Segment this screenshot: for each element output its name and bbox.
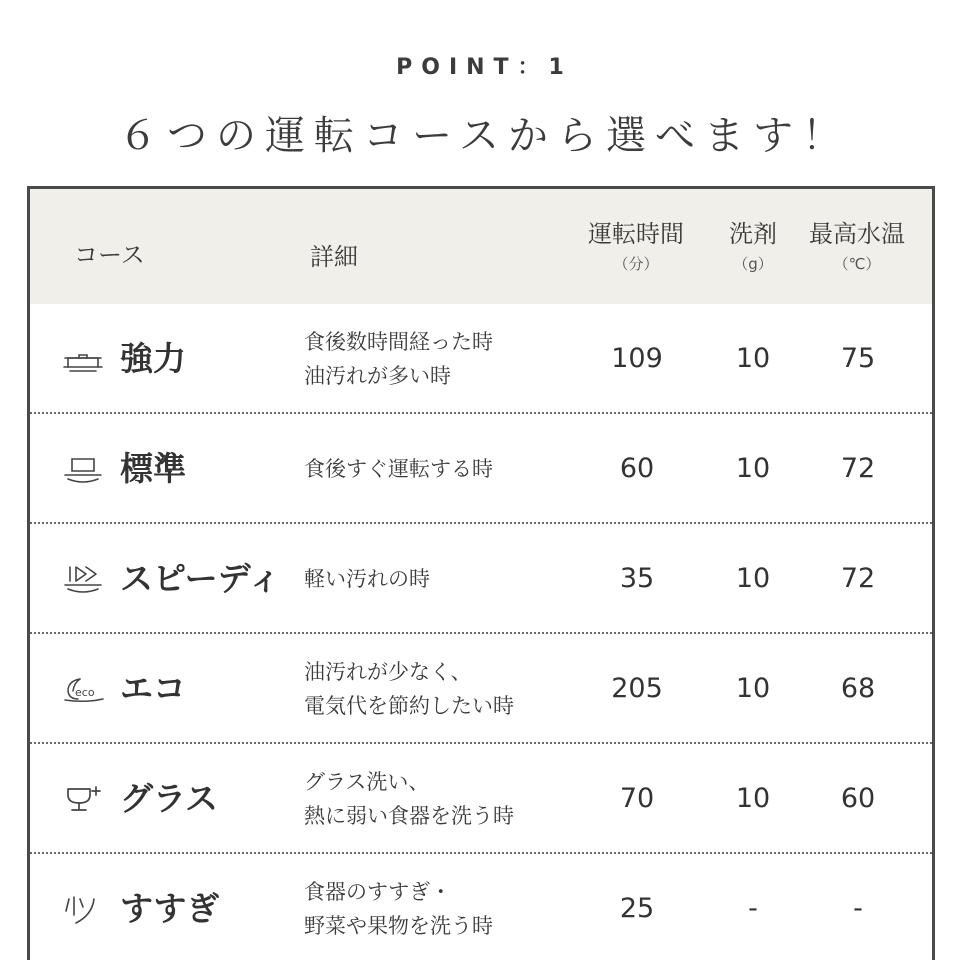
course-name: 標準 [120,449,186,488]
detergent-value: 10 [735,343,771,374]
glass-icon [60,781,106,817]
course-detail [304,304,594,414]
table-header [30,189,932,304]
course-detail [304,634,594,744]
table-row [30,744,932,854]
detail-line: 食後数時間経った時 [304,330,493,354]
detail-line: 油汚れが少なく、 [304,660,472,684]
temp-value: 68 [840,673,876,704]
course-name: スピーディ [120,559,282,598]
table-row [30,304,932,414]
course-detail [304,524,594,634]
table-row [30,414,932,524]
pot-icon [60,341,106,377]
column-header-time-label: 運転時間 [588,220,684,248]
temp-value: 72 [840,453,876,484]
column-header-temp-unit: （℃） [833,255,881,273]
detail-line: グラス洗い、 [304,770,430,794]
eco-icon [60,671,106,707]
detail-line: 電気代を節約したい時 [304,694,514,718]
course-name: エコ [120,669,186,708]
time-value: 60 [619,453,655,484]
course-name: グラス [120,779,219,818]
detail-line: 油汚れが多い時 [304,364,451,388]
table-row [30,524,932,634]
time-value: 109 [611,343,663,374]
temp-value: 72 [840,563,876,594]
detergent-value: 10 [735,783,771,814]
temp-value: 60 [840,783,876,814]
time-value: 70 [619,783,655,814]
column-header-course: コース [74,241,145,269]
detail-line: 食後すぐ運転する時 [304,457,493,481]
point-label: POINT：1 [396,55,573,80]
page-title: ６つの運転コースから選べます！ [118,113,851,159]
column-header-temp-label: 最高水温 [809,220,905,248]
detail-line: 食器のすすぎ・ [304,880,452,904]
column-header-detail: 詳細 [310,243,358,271]
temp-value: 75 [840,343,876,374]
detail-line: 野菜や果物を洗う時 [304,914,493,938]
detergent-value: - [748,893,758,924]
column-header-detergent-unit: （g） [733,255,773,273]
detergent-value: 10 [735,673,771,704]
detergent-value: 10 [735,563,771,594]
course-detail [304,414,594,524]
time-value: 35 [619,563,655,594]
time-value: 25 [619,893,655,924]
detail-line: 熱に弱い食器を洗う時 [304,804,514,828]
svg-text:eco: eco [75,686,95,699]
rinse-icon [60,891,106,927]
column-header-detergent-label: 洗剤 [729,220,777,248]
table-row [30,854,932,960]
course-name: 強力 [120,339,186,378]
column-header-temp [782,219,932,277]
speedy-dish-icon [60,561,106,597]
course-table [27,186,935,960]
course-detail [304,854,594,960]
temp-value: - [853,893,863,924]
detergent-value: 10 [735,453,771,484]
dish-stack-icon [60,451,106,487]
table-row [30,634,932,744]
time-value: 205 [611,673,663,704]
course-detail [304,744,594,854]
column-header-time-unit: （分） [613,255,659,273]
detail-line: 軽い汚れの時 [304,567,430,591]
course-name: すすぎ [120,889,220,928]
